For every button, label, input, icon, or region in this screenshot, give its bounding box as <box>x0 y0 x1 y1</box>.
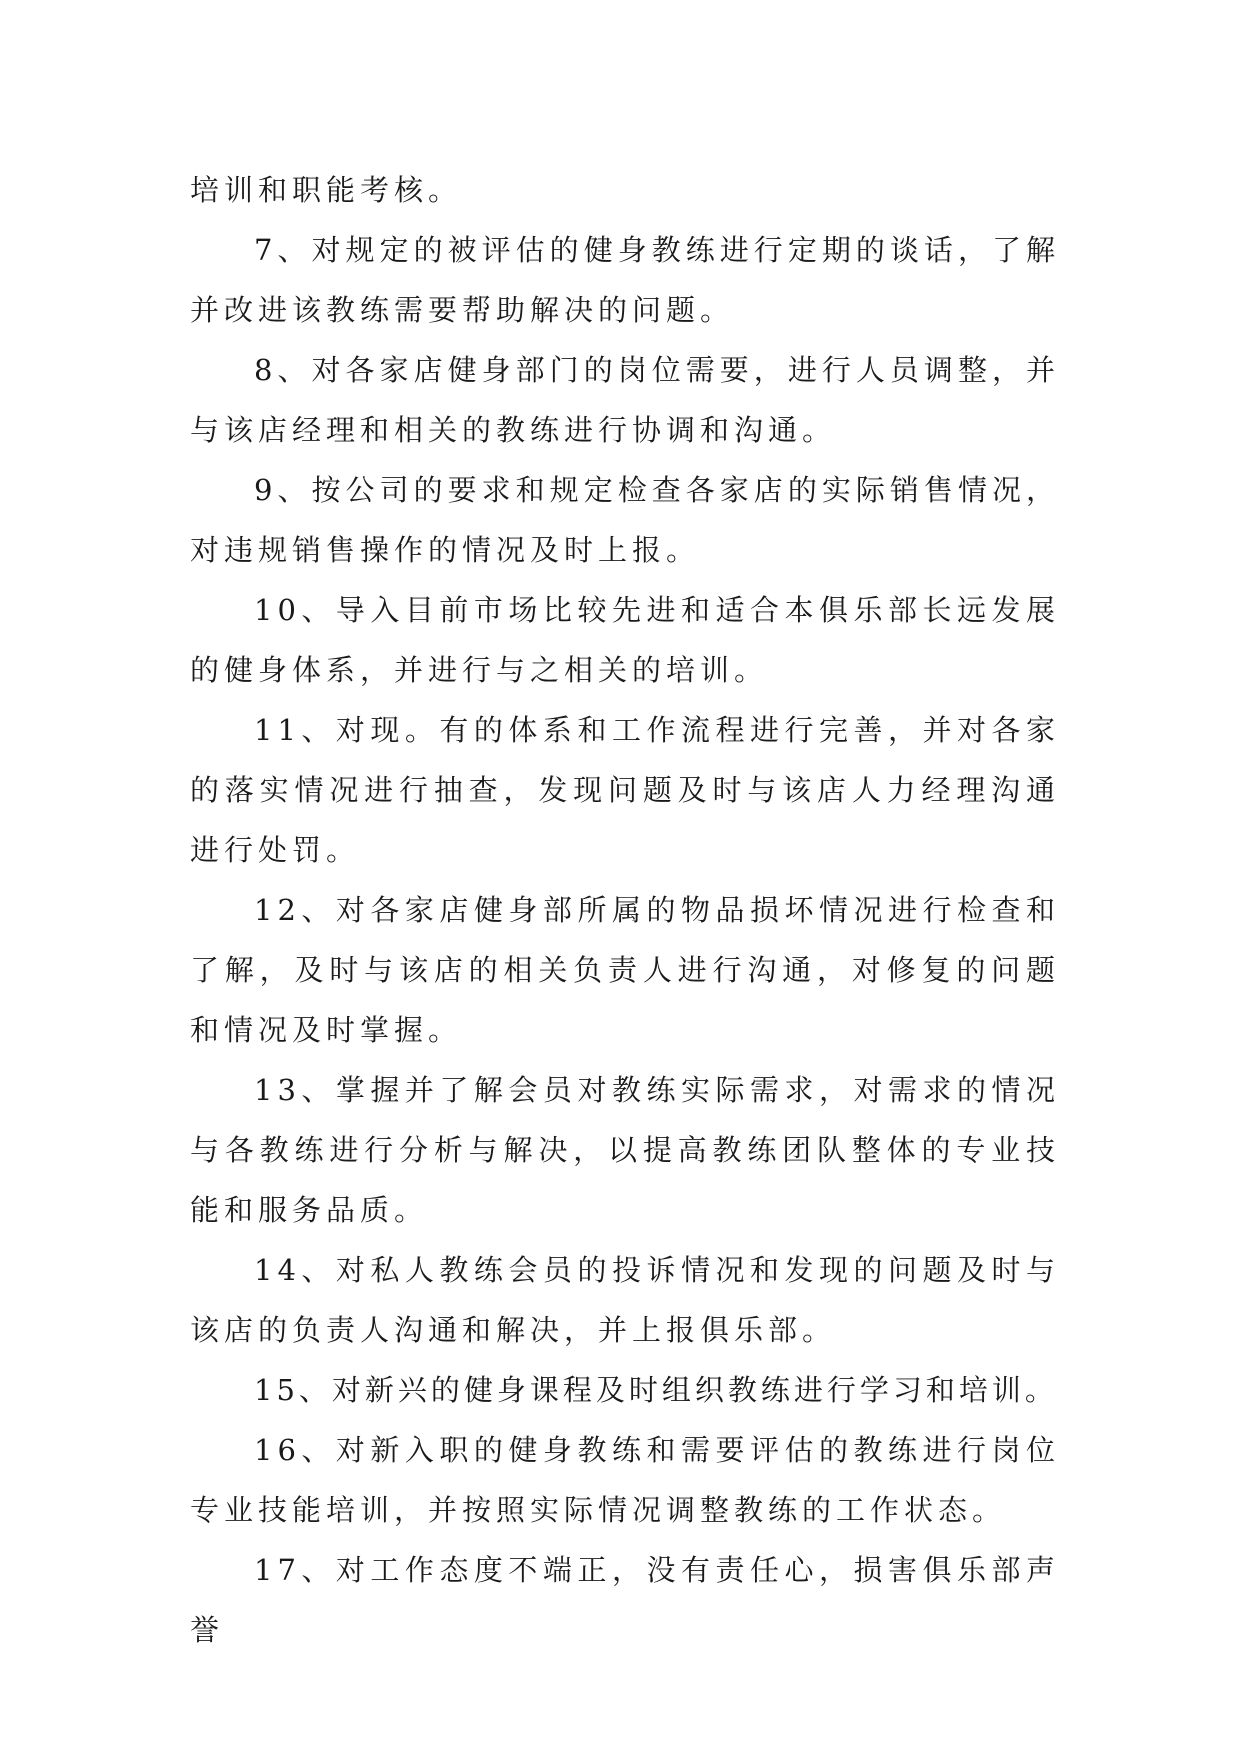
paragraph: 17、对工作态度不端正，没有责任心，损害俱乐部声誉 <box>190 1553 1060 1647</box>
paragraph: 7、对规定的被评估的健身教练进行定期的谈话，了解并改进该教练需要帮助解决的问题。 <box>190 233 1060 327</box>
paragraph: 9、按公司的要求和规定检查各家店的实际销售情况，对违规销售操作的情况及时上报。 <box>190 473 1060 567</box>
document-body <box>190 160 1060 1660</box>
paragraph: 12、对各家店健身部所属的物品损坏情况进行检查和了解，及时与该店的相关负责人进行沟通，对修复的问题和情况及时掌握。 <box>190 893 1060 1047</box>
paragraph: 10、导入目前市场比较先进和适合本俱乐部长远发展的健身体系，并进行与之相关的培训。 <box>190 593 1060 687</box>
paragraph: 14、对私人教练会员的投诉情况和发现的问题及时与该店的负责人沟通和解决，并上报俱乐部。 <box>190 1253 1060 1347</box>
paragraph: 8、对各家店健身部门的岗位需要，进行人员调整，并与该店经理和相关的教练进行协调和沟通。 <box>190 353 1060 447</box>
paragraph: 培训和职能考核。 <box>190 173 463 207</box>
paragraph: 15、对新兴的健身课程及时组织教练进行学习和培训。 <box>254 1373 1058 1407</box>
paragraph: 11、对现。有的体系和工作流程进行完善，并对各家的落实情况进行抽查，发现问题及时与该店人力经理沟通进行处罚。 <box>190 713 1060 867</box>
paragraph: 16、对新入职的健身教练和需要评估的教练进行岗位专业技能培训，并按照实际情况调整教练的工作状态。 <box>190 1433 1060 1527</box>
paragraph: 13、掌握并了解会员对教练实际需求，对需求的情况与各教练进行分析与解决，以提高教练团队整体的专业技能和服务品质。 <box>190 1073 1060 1227</box>
